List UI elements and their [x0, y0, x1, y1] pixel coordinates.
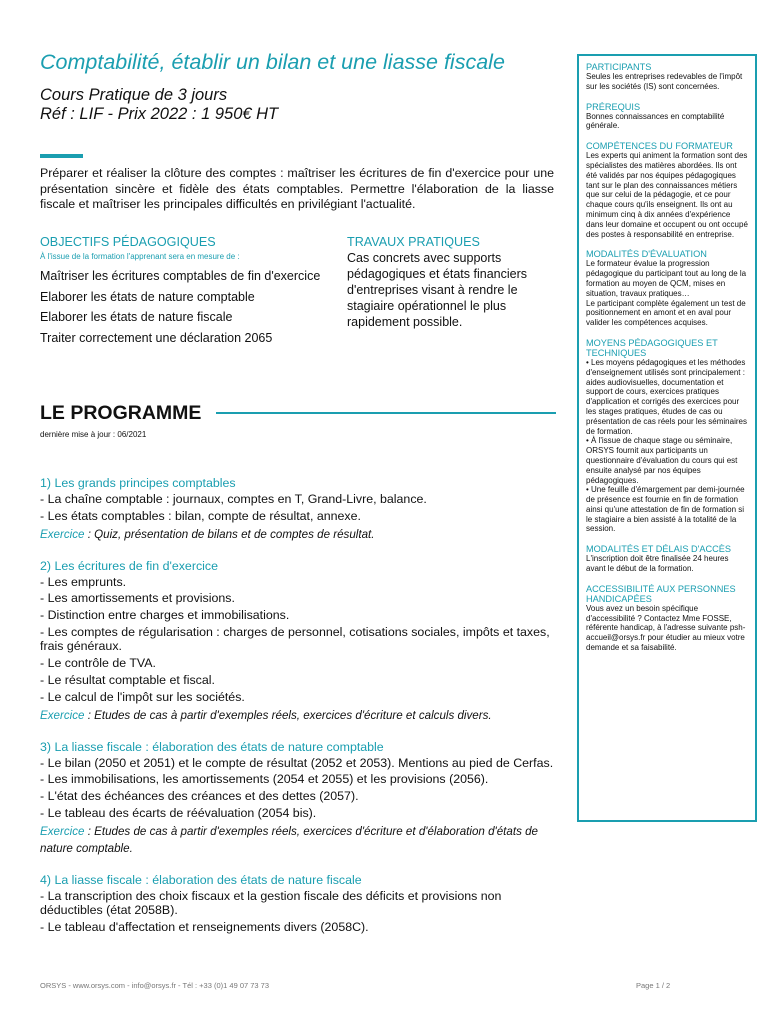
- module-exercise: [40, 526, 556, 543]
- exercise-label: Exercice: [40, 824, 85, 838]
- programme-heading: LE PROGRAMME: [40, 402, 202, 424]
- sidebar-heading: MOYENS PÉDAGOGIQUES ET TECHNIQUES: [586, 337, 718, 358]
- sidebar-text: Bonnes connaissances en comptabilité générale.: [586, 111, 725, 131]
- programme-module: [40, 476, 556, 543]
- objectives-list: [40, 268, 330, 346]
- course-duration: Cours Pratique de 3 jours: [40, 86, 228, 104]
- sidebar-section-participants: [586, 62, 748, 92]
- sidebar-section-accessibility: [586, 584, 748, 653]
- footer-contact: ORSYS - www.orsys.com - info@orsys.fr - Tél : +33 (0)1 49 07 73 73: [40, 981, 270, 990]
- sidebar-heading: MODALITÉS ET DÉLAIS D'ACCÈS: [586, 544, 732, 555]
- module-item: - Distinction entre charges et immobilisations.: [40, 608, 290, 623]
- module-items: [40, 756, 556, 821]
- module-items: [40, 889, 556, 935]
- module-item: - Les immobilisations, les amortissements (2054 et 2055) et les provisions (2056).: [40, 772, 489, 787]
- sidebar-section-trainer-skills: [586, 141, 748, 239]
- module-exercise: [40, 707, 556, 724]
- exercise-text: : Etudes de cas à partir d'exemples réels, exercices d'écriture et calculs divers.: [84, 708, 492, 722]
- sidebar-text: Vous avez un besoin spécifique d'accessibilité ? Contactez Mme FOSSE, référente handicap, à l'adresse suivante psh-accueil@orsys.fr pour étudier au mieux votre demande et sa faisabilité.: [586, 603, 746, 653]
- module-item: - Les emprunts.: [40, 574, 127, 589]
- sidebar-text: Le formateur évalue la progression pédagogique du participant tout au long de la formation au moyen de QCM, mises en situation, travaux pratiques… Le participant complète également un test de positionnement en amont et en aval pour valider les compétences acquises.: [586, 259, 747, 328]
- practical-work-text: Cas concrets avec supports pédagogiques et états financiers d'entreprises visant à rendre le stagiaire opérationnel le plus rapidement possible.: [347, 251, 527, 329]
- sidebar-text: L'inscription doit être finalisée 24 heures avant le début de la formation.: [586, 554, 729, 574]
- exercise-text: : Quiz, présentation de bilans et de comptes de résultat.: [84, 527, 375, 541]
- module-title: 1) Les grands principes comptables: [40, 476, 236, 490]
- objective-item: Elaborer les états de nature fiscale: [40, 310, 233, 324]
- module-title: 4) La liasse fiscale : élaboration des états de nature fiscale: [40, 872, 362, 887]
- module-item: - Les amortissements et provisions.: [40, 591, 235, 606]
- sidebar-heading: PRÉREQUIS: [586, 101, 641, 112]
- objective-item: Traiter correctement une déclaration 2065: [40, 330, 273, 345]
- sidebar-heading: PARTICIPANTS: [586, 62, 652, 72]
- module-item: - La chaîne comptable : journaux, comptes en T, Grand-Livre, balance.: [40, 492, 427, 506]
- course-intro: Préparer et réaliser la clôture des comptes : maîtriser les écritures de fin d'exercice pour une présentation sincère et fidèle des états comptables. Permettre l'élaboration de la liasse fiscale et maîtriser les principales difficultés en privilégiant l'actualité.: [40, 166, 554, 211]
- module-exercise: [40, 823, 556, 857]
- exercise-text: : Etudes de cas à partir d'exemples réels, exercices d'écriture et d'élaboration d'états de nature comptable.: [40, 824, 538, 855]
- objective-item: Elaborer les états de nature comptable: [40, 289, 255, 304]
- course-subtitle: [40, 86, 278, 124]
- programme-module: [40, 873, 556, 935]
- module-item: - Le résultat comptable et fiscal.: [40, 672, 215, 687]
- objectives-section: [40, 235, 330, 350]
- title-accent-rule: [40, 154, 83, 158]
- programme-module: [40, 559, 556, 724]
- programme-rule: [216, 412, 556, 414]
- sidebar-section-evaluation: [586, 249, 748, 328]
- module-item: - Le contrôle de TVA.: [40, 656, 156, 671]
- course-title: Comptabilité, établir un bilan et une liasse fiscale: [40, 50, 505, 74]
- module-item: - Les états comptables : bilan, compte de résultat, annexe.: [40, 508, 361, 523]
- exercise-label: Exercice: [40, 708, 85, 722]
- sidebar-heading: COMPÉTENCES DU FORMATEUR: [586, 141, 733, 152]
- sidebar-heading: MODALITÉS D'ÉVALUATION: [586, 249, 707, 260]
- module-item: - Le tableau d'affectation et renseignements divers (2058C).: [40, 919, 369, 934]
- objectives-note: À l'issue de la formation l'apprenant sera en mesure de :: [40, 252, 240, 261]
- module-item: - Le bilan (2050 et 2051) et le compte de résultat (2052 et 2053). Mentions au pied de Cerfas.: [40, 755, 554, 770]
- module-item: - Le calcul de l'impôt sur les sociétés.: [40, 689, 245, 704]
- sidebar-section-prerequisites: [586, 102, 748, 132]
- practical-work-heading: TRAVAUX PRATIQUES: [347, 235, 480, 249]
- sidebar-heading: ACCESSIBILITÉ AUX PERSONNES HANDICAPÉES: [586, 583, 736, 604]
- exercise-label: Exercice: [40, 527, 85, 541]
- objectives-heading: OBJECTIFS PÉDAGOGIQUES: [40, 235, 216, 249]
- programme-update-date: dernière mise à jour : 06/2021: [40, 430, 147, 439]
- module-title: 3) La liasse fiscale : élaboration des états de nature comptable: [40, 739, 384, 754]
- sidebar-section-teaching-means: [586, 338, 748, 534]
- practical-work-section: [347, 235, 547, 330]
- sidebar-text: • Les moyens pédagogiques et les méthodes d'enseignement utilisés sont principalement : aides audiovisuelles, documentation et support de cours, exercices pratiques d'application et corrigés des exercices pour les stages pratiques, études de cas ou présentation de cas réels pour les séminaires de formation. • À l'issue de chaque stage ou séminaire, ORSYS fournit aux participants un questionnaire d'évaluation du cours qui est ensuite analysé par nos équipes pédagogiques. • Une feuille d'émargement par demi-journée de présence est fournie en fin de formation ainsi qu'une attestation de fin de formation si le stagiaire a bien assisté à la totalité de la session.: [586, 357, 747, 534]
- sidebar-text: Seules les entreprises redevables de l'impôt sur les sociétés (IS) sont concernées.: [586, 72, 743, 91]
- objective-item: Maîtriser les écritures comptables de fin d'exercice: [40, 269, 321, 283]
- info-sidebar: [577, 54, 757, 822]
- programme-modules: [40, 476, 556, 950]
- sidebar-section-access: [586, 544, 748, 574]
- module-title: 2) Les écritures de fin d'exercice: [40, 558, 218, 573]
- sidebar-text: Les experts qui animent la formation sont des spécialistes des matières abordées. Ils ont été validés par nos équipes pédagogiques tant sur le plan des connaissances métiers que sur celui de la pédagogie, et ce pour chaque cours qu'ils enseignent. Ils ont au minimum cinq à dix années d'expérience dans leur domaine et occupent ou ont occupé des postes à responsabilité en entreprise.: [586, 151, 748, 239]
- module-item: - L'état des échéances des créances et des dettes (2057).: [40, 789, 359, 804]
- module-item: - Le tableau des écarts de réévaluation (2054 bis).: [40, 805, 317, 820]
- programme-module: [40, 740, 556, 857]
- course-reference-price: Réf : LIF - Prix 2022 : 1 950€ HT: [40, 105, 279, 123]
- module-items: [40, 492, 556, 523]
- module-items: [40, 575, 556, 705]
- module-item: - Les comptes de régularisation : charges de personnel, cotisations sociales, impôts et taxes, frais généraux.: [40, 624, 550, 654]
- footer-page-number: Page 1 / 2: [636, 981, 671, 990]
- module-item: - La transcription des choix fiscaux et la gestion fiscale des déficits et provisions non déductibles (état 2058B).: [40, 888, 502, 918]
